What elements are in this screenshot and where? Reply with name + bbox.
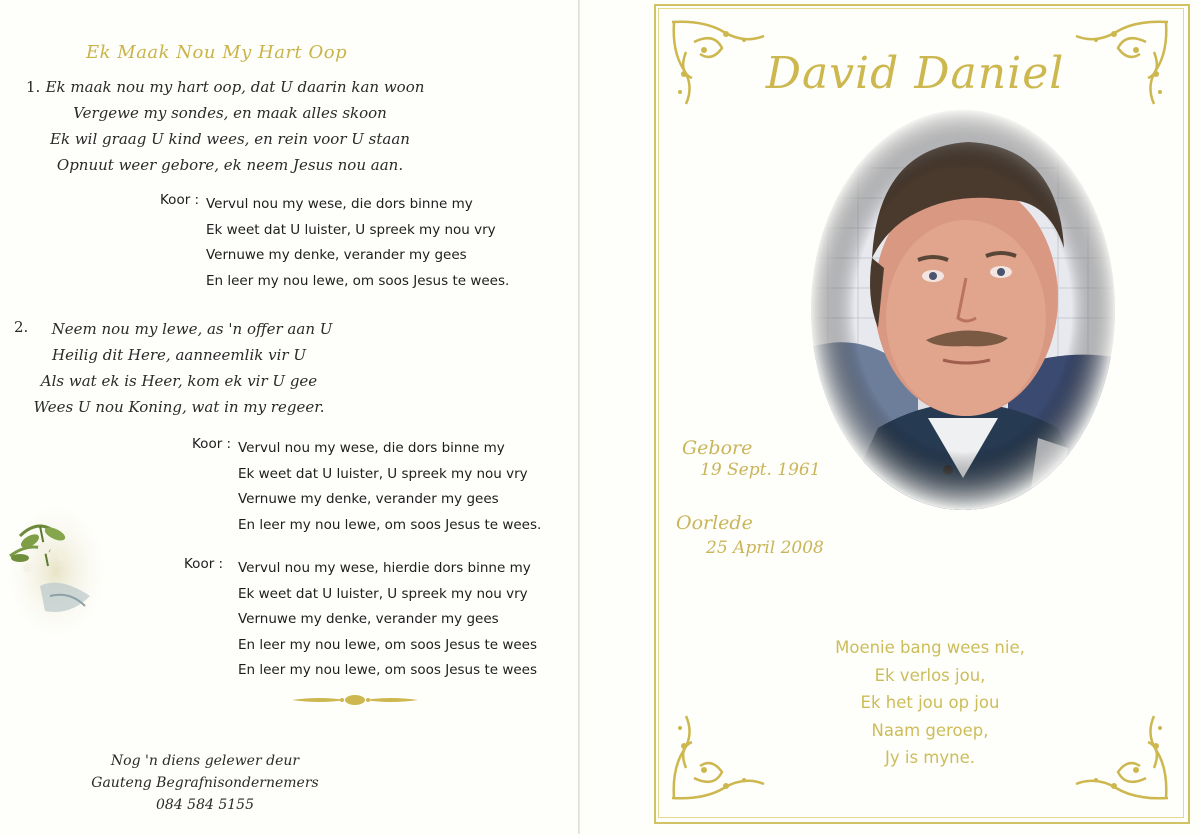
chorus-line: Vernuwe my denke, verander my gees (238, 491, 499, 507)
phone-number: 084 584 5155 (156, 797, 254, 813)
verse-line: Wees U nou Koning, wat in my regeer. (33, 398, 325, 416)
chorus-line: Vervul nou my wese, hierdie dors binne my (238, 560, 531, 576)
funeral-home-credit (70, 750, 340, 816)
footer-line: Nog 'n diens gelewer deur (110, 753, 300, 769)
died-date: 25 April 2008 (706, 538, 824, 558)
chorus-1 (160, 192, 510, 294)
scripture-line: Naam geroep, (871, 720, 989, 740)
scripture-verse (780, 634, 1080, 772)
chorus-2 (192, 436, 542, 538)
scripture-line: Jy is myne. (885, 748, 975, 767)
chorus-line: Vernuwe my denke, verander my gees (206, 247, 467, 263)
deceased-name: David Daniel (765, 48, 1065, 99)
chorus-line: Vernuwe my denke, verander my gees (238, 611, 499, 627)
scripture-line: Ek verlos jou, (874, 665, 986, 685)
divider-ornament-icon (290, 692, 420, 708)
portrait-photo (808, 108, 1118, 512)
chorus-line: En leer my nou lewe, om soos Jesus te wees. (238, 516, 542, 533)
verse-line: Ek wil graag U kind wees, en rein voor U staan (50, 130, 410, 148)
verse-number: 1. (26, 78, 41, 96)
chorus-line: Ek weet dat U luister, U spreek my nou vry (238, 465, 528, 482)
chorus-label: Koor : (192, 436, 232, 452)
verse-1 (20, 74, 440, 178)
hymn-title: Ek Maak Nou My Hart Oop (86, 42, 348, 63)
chorus-line: Ek weet dat U luister, U spreek my nou vry (238, 585, 528, 602)
flower-bouquet-icon (0, 496, 112, 646)
chorus-line: Vervul nou my wese, die dors binne my (206, 196, 473, 212)
chorus-line: En leer my nou lewe, om soos Jesus te wees (238, 662, 538, 678)
scripture-line: Moenie bang wees nie, (835, 638, 1025, 657)
born-label: Gebore (682, 437, 753, 459)
footer-line: Gauteng Begrafnisondernemers (91, 775, 319, 791)
corner-flourish-icon (664, 708, 774, 808)
died-label: Oorlede (676, 512, 753, 534)
born-date: 19 Sept. 1961 (700, 460, 821, 480)
scripture-line: Ek het jou op jou (860, 693, 1000, 712)
verse-line: Opnuut weer gebore, ek neem Jesus nou aan. (56, 156, 404, 174)
verse-number: 2. (14, 318, 29, 336)
chorus-line: Ek weet dat U luister, U spreek my nou vry (206, 221, 496, 238)
chorus-line: Vervul nou my wese, die dors binne my (238, 440, 505, 456)
verse-line: Heilig dit Here, aanneemlik vir U (52, 346, 306, 364)
chorus-label: Koor : (160, 192, 200, 208)
chorus-3 (184, 556, 544, 684)
verse-line: Ek maak nou my hart oop, dat U daarin kan woon (45, 78, 425, 96)
verse-2 (14, 316, 344, 420)
verse-line: Neem nou my lewe, as 'n offer aan U (51, 320, 333, 338)
chorus-label: Koor : (184, 556, 224, 572)
chorus-line: En leer my nou lewe, om soos Jesus te wees (238, 636, 538, 653)
verse-line: Als wat ek is Heer, kom ek vir U gee (40, 372, 318, 390)
verse-line: Vergewe my sondes, en maak alles skoon (73, 104, 387, 122)
corner-flourish-icon (1066, 708, 1176, 808)
chorus-line: En leer my nou lewe, om soos Jesus te wees. (206, 272, 510, 289)
